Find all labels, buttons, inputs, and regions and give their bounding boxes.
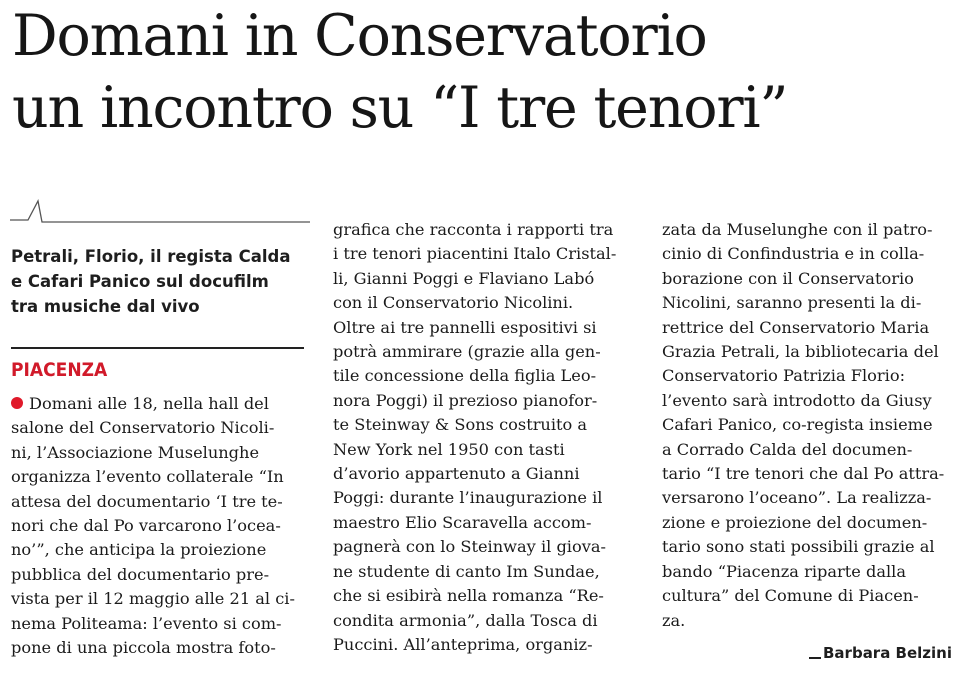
article-line-text: New York nel 1950 con tasti xyxy=(333,439,565,459)
headline xyxy=(12,0,952,144)
article-line-text: tile concessione della figlia Leo- xyxy=(333,366,597,386)
article-line xyxy=(662,364,956,388)
article-line-text: grafica che racconta i rapporti tra xyxy=(333,220,614,239)
byline xyxy=(809,644,952,662)
byline-dash xyxy=(809,657,821,659)
article-line xyxy=(662,486,956,510)
article-column-2 xyxy=(333,218,633,657)
article-line xyxy=(662,560,956,584)
article-line xyxy=(11,587,307,611)
article-line xyxy=(11,514,307,538)
article-line-text: versarono l’oceano”. La realizza- xyxy=(662,488,932,508)
article-line-text: Conservatorio Patrizia Florio: xyxy=(662,366,906,386)
article-line xyxy=(11,538,307,562)
article-line-text: borazione con il Conservatorio xyxy=(662,268,914,288)
article-line xyxy=(333,535,633,559)
article-line xyxy=(333,340,633,364)
article-line xyxy=(333,291,633,315)
article-line-text: salone del Conservatorio Nicoli- xyxy=(11,418,275,438)
summary-line: Petrali, Florio, il regista Calda xyxy=(11,247,291,266)
article-line xyxy=(662,340,956,364)
article-line xyxy=(333,438,633,462)
article-line xyxy=(333,389,633,413)
article-line-text: cultura” del Comune di Piacen- xyxy=(662,586,919,606)
article-line-text: Grazia Petrali, la bibliotecaria del xyxy=(662,342,939,362)
article-line-text: Domani alle 18, nella hall del xyxy=(29,394,269,413)
article-line xyxy=(662,462,956,486)
byline-author: Barbara Belzini xyxy=(823,644,952,662)
divider xyxy=(11,347,304,349)
article-line-text: nema Politeama: l’evento si com- xyxy=(11,613,282,633)
article-line xyxy=(662,218,956,242)
summary-line: tra musiche dal vivo xyxy=(11,297,200,316)
article-line-text: l’evento sarà introdotto da Giusy xyxy=(662,390,932,410)
article-line-text: Poggi: durante l’inaugurazione il xyxy=(333,488,603,508)
article-line-text: Nicolini, saranno presenti la di- xyxy=(662,293,922,313)
article-line xyxy=(11,441,307,465)
article-line-text: Puccini. All’anteprima, organiz- xyxy=(333,634,593,654)
article-line-text: i tre tenori piacentini Italo Cristal- xyxy=(333,244,617,264)
article-line-text: zione e proiezione del documen- xyxy=(662,512,928,532)
article-line xyxy=(11,563,307,587)
article-line-text: d’avorio appartenuto a Gianni xyxy=(333,464,580,484)
article-line-text: cinio di Confindustria e in colla- xyxy=(662,244,925,264)
article-line xyxy=(333,560,633,584)
article-line xyxy=(662,267,956,291)
article-line xyxy=(333,609,633,633)
article-line-text: maestro Elio Scaravella accom- xyxy=(333,512,592,532)
article-line-text: li, Gianni Poggi e Flaviano Labó xyxy=(333,268,595,288)
article-line xyxy=(333,316,633,340)
bullet-icon xyxy=(11,397,23,409)
article-line xyxy=(333,486,633,510)
article-line xyxy=(11,416,307,440)
article-line xyxy=(333,584,633,608)
article-line xyxy=(333,413,633,437)
article-column-1 xyxy=(11,392,307,660)
article-line-text: tario sono stati possibili grazie al xyxy=(662,537,935,557)
dateline-place: PIACENZA xyxy=(11,359,108,381)
article-line xyxy=(11,612,307,636)
article-line-text: pone di una piccola mostra foto- xyxy=(11,638,276,658)
article-line-text: potrà ammirare (grazie alla gen- xyxy=(333,342,601,362)
article-line-text: te Steinway & Sons costruito a xyxy=(333,415,588,435)
article-line xyxy=(333,242,633,266)
decorative-corner-icon xyxy=(10,198,310,224)
article-line-text: ne studente di canto Im Sundae, xyxy=(333,561,600,581)
article-line-text: tario “I tre tenori che dal Po attra- xyxy=(662,464,945,484)
article-line-text: condita armonia”, dalla Tosca di xyxy=(333,610,598,630)
article-line xyxy=(333,218,633,242)
article-line xyxy=(662,609,956,633)
article-line-text: Oltre ai tre pannelli espositivi si xyxy=(333,317,597,337)
article-line-text: con il Conservatorio Nicolini. xyxy=(333,293,574,313)
article-line-text: bando “Piacenza riparte dalla xyxy=(662,561,906,581)
summary xyxy=(11,244,311,319)
article-column-3 xyxy=(662,218,956,633)
article-line xyxy=(662,584,956,608)
article-line xyxy=(11,392,307,416)
article-line-text: che si esibirà nella romanza “Re- xyxy=(333,586,604,606)
article-line xyxy=(662,389,956,413)
headline-line-2: un incontro su “I tre tenori” xyxy=(12,75,788,141)
article-line-text: rettrice del Conservatorio Maria xyxy=(662,317,930,337)
article-line-text: attesa del documentario ‘I tre te- xyxy=(11,491,283,511)
article-line-text: organizza l’evento collaterale “In xyxy=(11,467,284,487)
article-line xyxy=(662,413,956,437)
headline-line-1: Domani in Conservatorio xyxy=(12,3,707,69)
article-line-text: a Corrado Calda del documen- xyxy=(662,439,913,459)
article-line xyxy=(662,511,956,535)
article-line xyxy=(11,636,307,660)
article-line xyxy=(333,511,633,535)
article-line xyxy=(11,465,307,489)
article-line xyxy=(662,291,956,315)
article-line-text: pubblica del documentario pre- xyxy=(11,564,270,584)
article-line-text: ni, l’Associazione Muselunghe xyxy=(11,442,260,462)
article-line xyxy=(662,316,956,340)
article-line-text: vista per il 12 maggio alle 21 al ci- xyxy=(11,589,295,609)
article-line xyxy=(333,267,633,291)
article-line-text: nori che dal Po varcarono l’ocea- xyxy=(11,516,281,536)
article-line-text: pagnerà con lo Steinway il giova- xyxy=(333,537,606,557)
article-line xyxy=(662,242,956,266)
article-line xyxy=(11,490,307,514)
article-line-text: Cafari Panico, co-regista insieme xyxy=(662,415,933,435)
article-line-text: no’”, che anticipa la proiezione xyxy=(11,540,267,560)
article-line xyxy=(662,438,956,462)
article-line xyxy=(333,633,633,657)
summary-line: e Cafari Panico sul docufilm xyxy=(11,272,269,291)
article-line xyxy=(333,364,633,388)
article-line-text: za. xyxy=(662,610,686,630)
article-line xyxy=(662,535,956,559)
article-line-text: zata da Muselunghe con il patro- xyxy=(662,220,933,239)
article-line xyxy=(333,462,633,486)
article-line-text: nora Poggi) il prezioso pianofor- xyxy=(333,390,598,410)
